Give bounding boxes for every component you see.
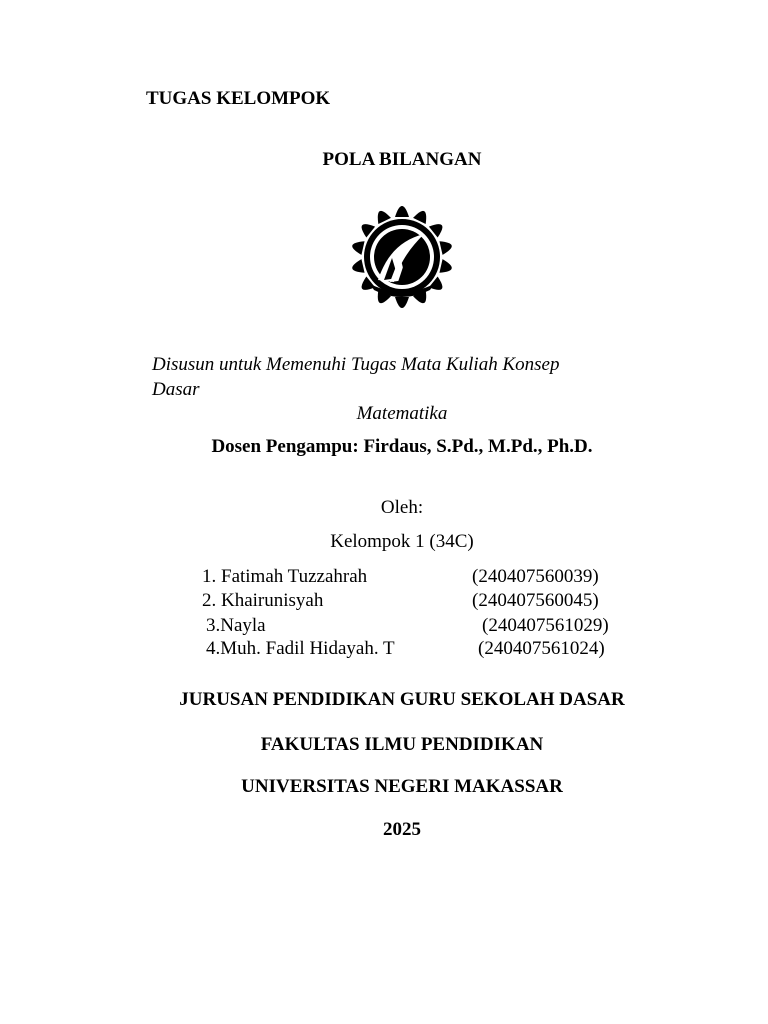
purpose-line-3: Matematika	[356, 403, 448, 424]
emblem-petal	[395, 206, 409, 217]
emblem-petal	[351, 239, 365, 255]
member-id: (240407561024)	[478, 638, 605, 659]
member-name: 1. Fatimah Tuzzahrah	[202, 566, 368, 587]
document-title: TUGAS KELOMPOK	[146, 88, 331, 109]
lecturer-line: Dosen Pengampu: Firdaus, S.Pd., M.Pd., Ph.D.	[211, 436, 593, 457]
purpose-line-1: Disusun untuk Memenuhi Tugas Mata Kuliah Konsep	[152, 354, 560, 375]
year-line: 2025	[383, 819, 421, 840]
member-name: 4.Muh. Fadil Hidayah. T	[206, 638, 395, 659]
member-name: 3.Nayla	[206, 615, 266, 636]
document-topic: POLA BILANGAN	[322, 149, 482, 170]
faculty-line: FAKULTAS ILMU PENDIDIKAN	[260, 734, 544, 755]
university-line: UNIVERSITAS NEGERI MAKASSAR	[241, 776, 563, 797]
member-name: 2. Khairunisyah	[202, 590, 324, 611]
emblem-petal	[351, 259, 365, 275]
emblem-petal	[395, 297, 409, 308]
by-label: Oleh:	[380, 497, 424, 518]
department-line: JURUSAN PENDIDIKAN GURU SEKOLAH DASAR	[179, 689, 625, 710]
group-label: Kelompok 1 (34C)	[330, 531, 474, 552]
member-id: (240407561029)	[482, 615, 609, 636]
member-id: (240407560039)	[472, 566, 599, 587]
university-emblem-icon	[340, 196, 464, 318]
emblem-petal	[439, 259, 453, 275]
member-id: (240407560045)	[472, 590, 599, 611]
purpose-line-2: Dasar	[152, 379, 200, 400]
emblem-petal	[439, 239, 453, 255]
